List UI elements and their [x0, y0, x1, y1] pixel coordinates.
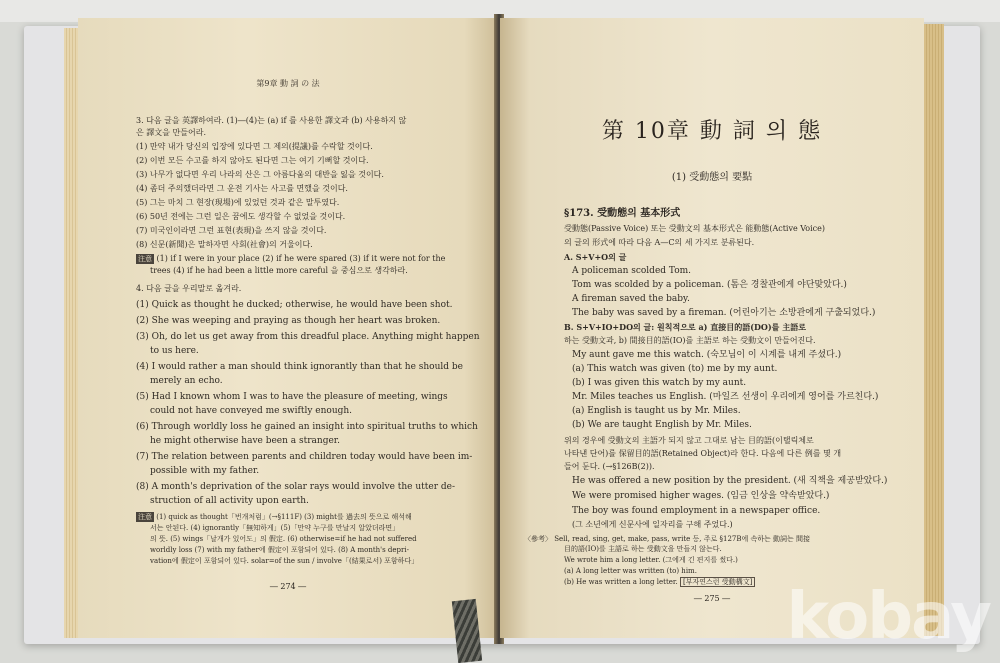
- note-label: 注意: [138, 513, 152, 521]
- text-line: to us here.: [150, 346, 199, 356]
- text-line: (b) We are taught English by Mr. Miles.: [572, 420, 752, 430]
- text-line: We wrote him a long letter. (그에게 긴 편지를 썼다.): [564, 556, 738, 564]
- text-line: (6) 50년 전에는 그런 일은 꿈에도 생각할 수 없었을 것이다.: [136, 212, 346, 221]
- text-line: (a) This watch was given (to) me by my aunt.: [572, 364, 778, 374]
- running-head: 第9章 動 詞 の 法: [256, 79, 320, 88]
- text-line: (5) 그는 마치 그 현장(現場)에 있었던 것과 같은 말투였다.: [136, 198, 340, 207]
- page-number: ― 275 ―: [693, 594, 731, 603]
- text-line: 들어 둔다. (→§126B(2)).: [564, 462, 655, 471]
- text-line: worldly loss (7) with my father에 假定이 포함되어 있다. (8) A month's depri-: [150, 546, 409, 554]
- right-page: [500, 18, 924, 638]
- text-line: (7) 미국인이라면 그런 표현(表現)을 쓰지 않을 것이다.: [136, 226, 327, 235]
- answer-note: [136, 512, 412, 522]
- text-line: possible with my father.: [150, 466, 260, 476]
- note-label: 注意: [138, 255, 152, 263]
- text-line: 서는 안된다. (4) ignorantly「無知하게」(5)「만약 누구를 만날지 알았더라면」: [150, 524, 400, 532]
- text-line: A policeman scolded Tom.: [572, 266, 692, 276]
- text-line: 은 譯文을 만들어라.: [136, 128, 206, 137]
- text-line: (8) 신문(新聞)은 말하자면 사회(社會)의 거울이다.: [136, 240, 313, 249]
- text-line: (a) A long letter was written (to) him.: [564, 567, 697, 575]
- chapter-title: 第 10章 動 詞 의 態: [601, 119, 823, 144]
- text-line: (3) 나무가 없다면 우리 나라의 산은 그 아름다움의 대반을 잃을 것이다.: [136, 170, 384, 179]
- text-line: struction of all activity upon earth.: [150, 496, 309, 506]
- text-line: 의 글의 形式에 따라 다음 A—C의 세 가지로 분류된다.: [564, 238, 755, 247]
- text-line: (2) She was weeping and praying as though her heart was broken.: [136, 316, 441, 326]
- note-text: (1) if I were in your place (2) if he were spared (3) if it were not for the: [156, 254, 446, 263]
- text-line: 의 뜻. (5) wings「날개가 있어도」의 假定. (6) otherwise=if he had not suffered: [150, 535, 417, 543]
- text-line: B. S+V+IO+DO의 글: 원칙적으로 a) 直接目的語(DO)를 主語로: [564, 322, 806, 332]
- text-line: (7) The relation between parents and children today would have been im-: [136, 452, 473, 462]
- text-line: 하는 受動文과, b) 間接目的語(IO)를 主語로 하는 受動文이 만들어진다.: [564, 336, 816, 345]
- text-line: vation에 假定이 포함되어 있다. solar=of the sun / involve「(結果로서) 포함하다」: [150, 557, 419, 565]
- section-subtitle: (1) 受動態의 要點: [671, 172, 753, 183]
- text-line: He was offered a new position by the president. (새 직책을 제공받았다.): [572, 476, 888, 486]
- text-line: (a) English is taught us by Mr. Miles.: [572, 406, 741, 416]
- text-line: (5) Had I known whom I was to have the pleasure of meeting, wings: [136, 392, 448, 402]
- text-line: trees (4) if he had been a little more careful 을 중심으로 생각하라.: [150, 266, 408, 275]
- text-line: 〈參考〉 Sell, read, sing, get, make, pass, write 등, 주로 §127B에 속하는 動詞는 間接: [524, 535, 810, 543]
- text-line: (그 소년에게 신문사에 일자리를 구해 주었다.): [572, 520, 733, 529]
- text-line: A fireman saved the baby.: [572, 294, 690, 304]
- text-line: 나타낸 단어)를 保留目的語(Retained Object)라 한다. 다음에 다른 例를 몇 개: [564, 449, 842, 458]
- text-line: 3. 다음 글을 英譯하여라. (1)―(4)는 (a) if 를 사용한 譯文과 (b) 사용하지 않: [136, 116, 407, 125]
- text-line: 目的語(IO)를 主語로 하는 受動文을 만들지 않는다.: [564, 545, 722, 553]
- text-line: 4. 다음 글을 우리말로 옮겨라.: [136, 284, 242, 293]
- text-line: The baby was saved by a fireman. (어린아기는 소방관에게 구출되었다.): [572, 308, 876, 318]
- text-line: (4) 좀더 주의했더라면 그 운전 기사는 사고를 면했을 것이다.: [136, 184, 348, 193]
- answer-note: [136, 254, 445, 264]
- text-line: (8) A month's deprivation of the solar rays would involve the utter de-: [136, 482, 456, 492]
- page-number: ― 274 ―: [269, 582, 307, 591]
- text-line: The boy was found employment in a newspaper office.: [572, 506, 821, 516]
- text-line: (b) I was given this watch by my aunt.: [572, 378, 747, 388]
- text-line: My aunt gave me this watch. (숙모님이 이 시계를 내게 주셨다.): [572, 350, 842, 360]
- text-line: Mr. Miles teaches us English. (마일즈 선생이 우리에게 영어를 가르친다.): [572, 392, 879, 402]
- text-line: 위의 경우에 受動文의 主語가 되지 않고 그대로 남는 目的語(이탤릭체로: [564, 436, 814, 445]
- text-line: Tom was scolded by a policeman. (톰은 경찰관에게 야단맞았다.): [572, 280, 847, 290]
- text-line: could not have conveyed me swiftly enough.: [150, 406, 353, 416]
- text-line: (6) Through worldly loss he gained an insight into spiritual truths to which: [136, 422, 478, 432]
- left-page: [78, 18, 498, 638]
- text-line: A. S+V+O의 글: [564, 252, 627, 262]
- text-line: merely an echo.: [150, 376, 223, 386]
- example-line: [564, 577, 755, 587]
- text-line: (1) Quick as thought he ducked; otherwise, he would have been shot.: [136, 300, 453, 310]
- text-line: he might otherwise have been a stranger.: [150, 436, 340, 446]
- text-line: (4) I would rather a man should think ignorantly than that he should be: [136, 362, 463, 372]
- watermark-logo: kobay: [786, 580, 990, 654]
- note-text: (1) quick as thought「번개처럼」(→§111F) (3) might를 過去의 뜻으로 해석해: [156, 513, 412, 521]
- text-line: We were promised higher wages. (임금 인상을 약속받았다.): [572, 491, 830, 501]
- text-line: (b) He was written a long letter.: [564, 578, 678, 586]
- text-line: (2) 이번 모든 수고를 하지 않아도 된다면 그는 여기 기뻐할 것이다.: [136, 156, 369, 165]
- unnatural-passive-note: [부자연스런 受動構文]: [680, 577, 756, 587]
- text-line: (3) Oh, do let us get away from this dreadful place. Anything might happen: [136, 332, 480, 342]
- text-line: (1) 만약 내가 당신의 입장에 있다면 그 제의(提議)를 수락할 것이다.: [136, 142, 373, 151]
- section-heading: §173. 受動態의 基本形式: [564, 208, 681, 219]
- text-line: 受動態(Passive Voice) 또는 受動文의 基本形式은 能動態(Active Voice): [564, 224, 826, 233]
